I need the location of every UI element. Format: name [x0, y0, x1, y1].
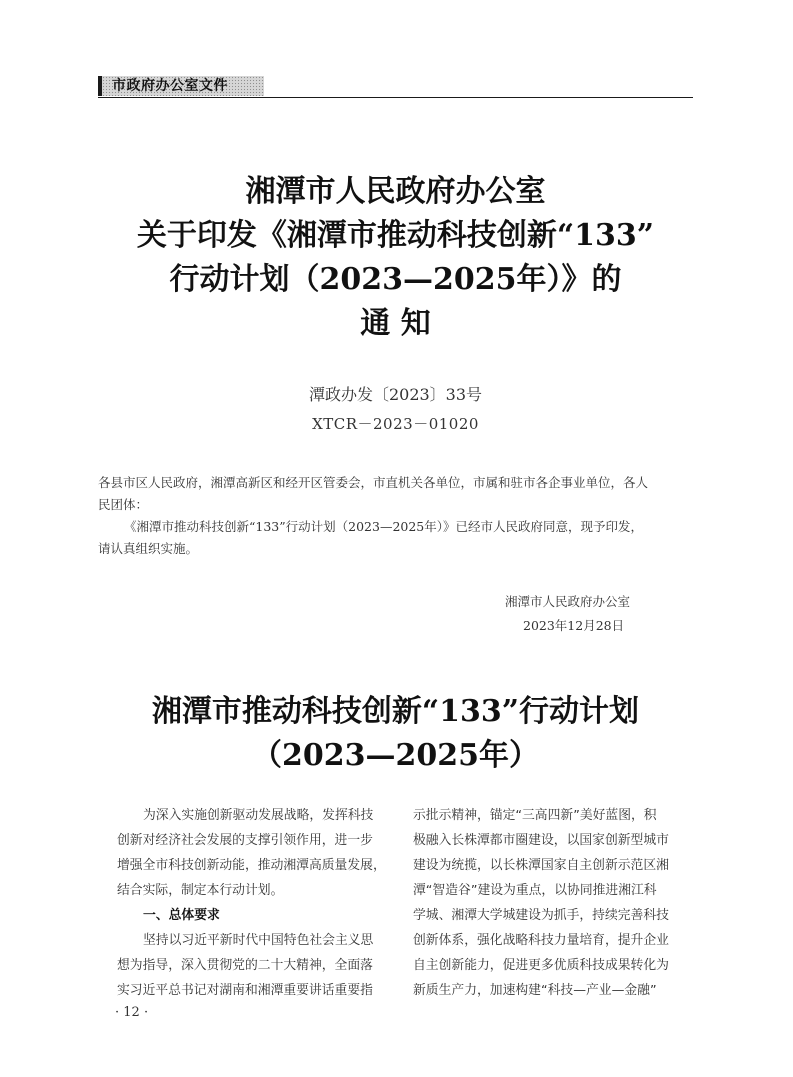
- section-tag-label: 市政府办公室文件: [112, 78, 228, 94]
- paragraph-line: 为深入实施创新驱动发展战略，发挥科技: [143, 808, 374, 823]
- paragraph-line: 示批示精神，锚定“三高四新”美好蓝图，积: [413, 808, 657, 823]
- issuer-name: 湘潭市人民政府办公室: [505, 594, 631, 609]
- plan-title: [98, 690, 693, 778]
- header-divider: [98, 97, 693, 98]
- paragraph-line: 学城、湘潭大学城建设为抓手，持续完善科技: [413, 908, 669, 923]
- paragraph-line: 结合实际，制定本行动计划。: [117, 883, 284, 898]
- paragraph-line: 创新对经济社会发展的支撑引领作用，进一步: [117, 833, 373, 848]
- right-column: [413, 803, 693, 1003]
- left-column: [117, 803, 397, 1003]
- recipients-line: 各县市区人民政府，湘潭高新区和经开区管委会，市直机关各单位，市属和驻市各企事业单位，各人: [98, 475, 649, 490]
- paragraph-line: 创新体系，强化战略科技力量培育，提升企业: [413, 933, 669, 948]
- notice-title-line: 行动计划（2023—2025年）》的: [169, 262, 622, 297]
- body-line: 请认真组织实施。: [98, 541, 199, 556]
- paragraph-line: 想为指导，深入贯彻党的二十大精神，全面落: [117, 958, 373, 973]
- paragraph-line: 极融入长株潭都市圈建设，以国家创新型城市: [413, 833, 669, 848]
- paragraph-line: 坚持以习近平新时代中国特色社会主义思: [143, 933, 374, 948]
- document-code: XTCR－2023－01020: [312, 415, 479, 433]
- notice-title: [98, 170, 693, 346]
- paragraph-line: 潭“智造谷”建设为重点，以协同推进湘江科: [413, 883, 657, 898]
- page-number: · 12 ·: [115, 1005, 149, 1020]
- paragraph-line: 建设为统揽，以长株潭国家自主创新示范区湘: [413, 858, 669, 873]
- plan-title-line: （2023—2025年）: [252, 738, 539, 773]
- issue-date: 2023年12月28日: [523, 618, 625, 633]
- section-heading: 一、总体要求: [143, 908, 220, 923]
- plan-title-line: 湘潭市推动科技创新“133”行动计划: [151, 694, 640, 729]
- recipients-line: 民团体：: [98, 497, 149, 512]
- section-tag: [98, 76, 264, 96]
- paragraph-line: 自主创新能力，促进更多优质科技成果转化为: [413, 958, 669, 973]
- paragraph-line: 实习近平总书记对湖南和湘潭重要讲话重要指: [117, 983, 373, 998]
- paragraph-line: 新质生产力，加速构建“科技—产业—金融”: [413, 983, 657, 998]
- signature-block: [505, 590, 630, 638]
- notice-title-line: 湘潭市人民政府办公室: [245, 174, 546, 209]
- paragraph-line: 增强全市科技创新动能，推动湘潭高质量发展，: [117, 858, 386, 873]
- body-line: 《湘潭市推动科技创新“133”行动计划（2023—2025年）》已经市人民政府同意，现予印发，: [124, 519, 644, 534]
- document-number: 潭政办发〔2023〕33号: [308, 385, 483, 404]
- notice-title-line: 关于印发《湘潭市推动科技创新“133”: [136, 218, 655, 253]
- notice-body: [98, 472, 698, 560]
- notice-title-line: 通 知: [360, 306, 431, 341]
